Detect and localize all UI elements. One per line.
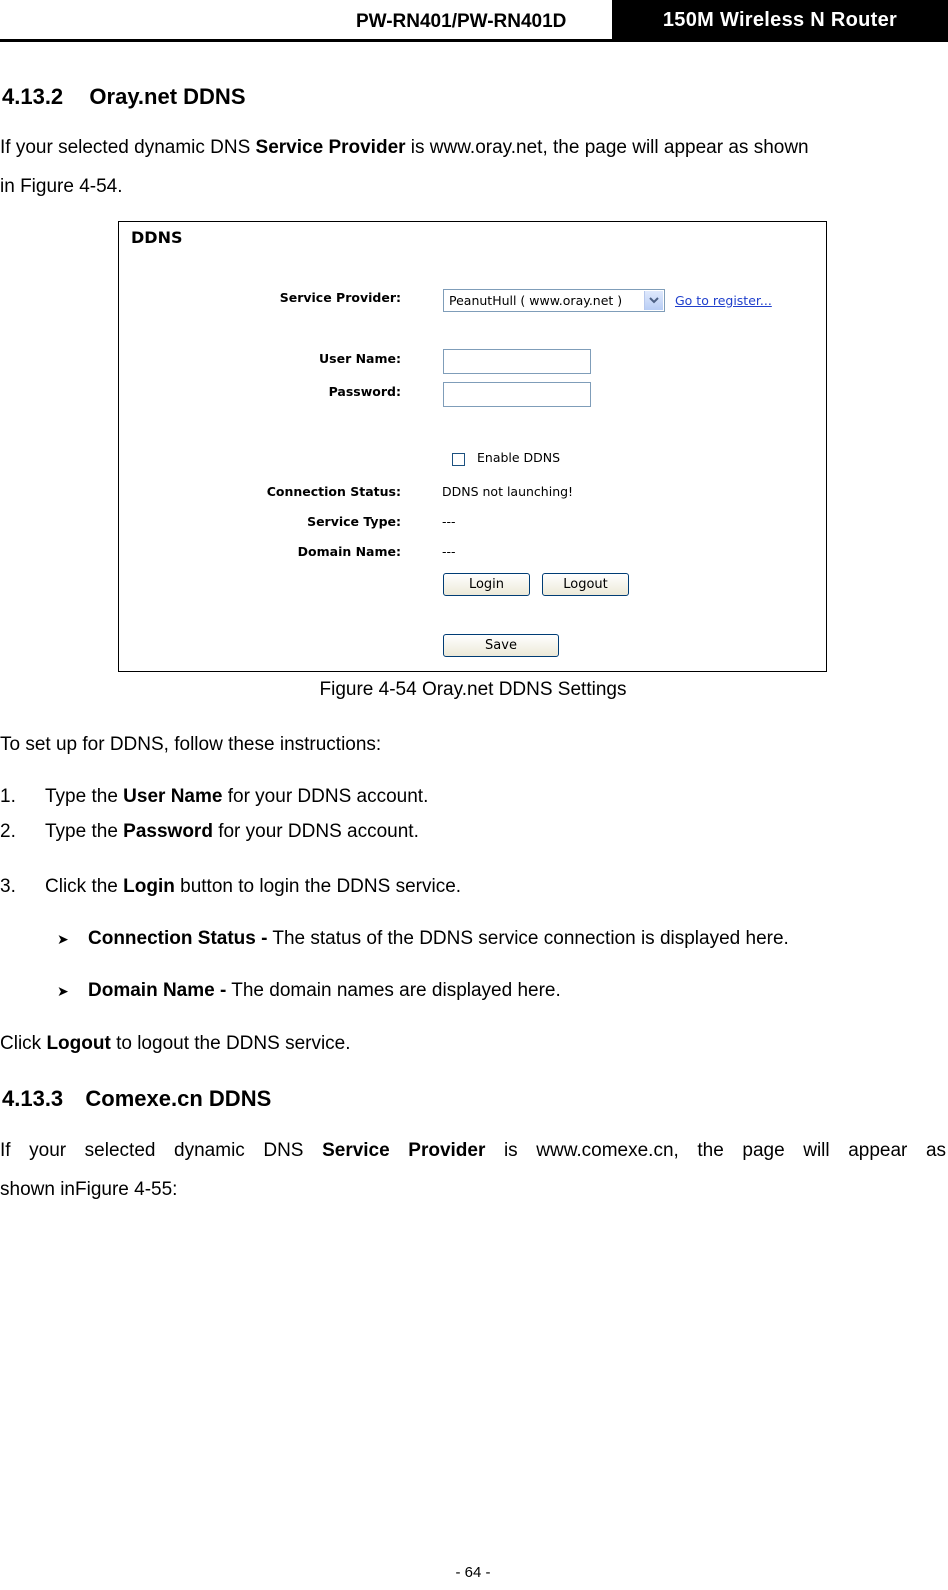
text-span: If your selected dynamic DNS xyxy=(0,1140,323,1161)
user-name-input[interactable] xyxy=(443,349,591,374)
step-item xyxy=(45,821,419,843)
comexe-intro-line1 xyxy=(0,1140,946,1162)
text-span: Click the xyxy=(45,876,124,897)
instructions-intro: To set up for DDNS, follow these instructions: xyxy=(0,734,382,755)
bold-term: Logout xyxy=(46,1033,111,1054)
connection-status-label: Connection Status: xyxy=(266,484,401,499)
text-span: The domain names are displayed here. xyxy=(226,980,561,1001)
header-rule xyxy=(0,39,948,42)
section-heading-oray xyxy=(2,84,246,110)
figure-caption: Figure 4-54 Oray.net DDNS Settings xyxy=(319,679,627,700)
comexe-intro-line2: shown inFigure 4-55: xyxy=(0,1179,178,1200)
header-product-name: 150M Wireless N Router xyxy=(612,0,948,40)
login-button[interactable]: Login xyxy=(443,573,530,596)
step-number: 3. xyxy=(0,876,16,897)
text-span: to logout the DDNS service. xyxy=(110,1033,351,1054)
ddns-panel-title: DDNS xyxy=(131,228,183,247)
page-number: - 64 - xyxy=(455,1564,491,1581)
bold-term: Domain Name - xyxy=(88,980,227,1001)
text-span: Type the xyxy=(45,786,124,807)
arrow-bullet-icon: ➤ xyxy=(57,983,69,999)
bold-term: Password xyxy=(123,821,213,842)
domain-name-label: Domain Name: xyxy=(297,544,401,559)
header-model-name: PW-RN401/PW-RN401D xyxy=(356,11,567,32)
logout-note xyxy=(0,1033,351,1055)
bold-term: Service Provider xyxy=(255,137,406,158)
text-span: If your selected dynamic DNS xyxy=(0,137,256,158)
text-span: Click xyxy=(0,1033,47,1054)
section-number: 4.13.3 xyxy=(2,1086,64,1111)
text-span: for your DDNS account. xyxy=(222,786,429,807)
section-number: 4.13.2 xyxy=(2,84,64,109)
chevron-down-icon[interactable] xyxy=(644,291,663,310)
oray-intro-line2: in Figure 4-54. xyxy=(0,176,123,197)
logout-button[interactable]: Logout xyxy=(542,573,629,596)
section-title: Oray.net DDNS xyxy=(89,84,246,109)
section-title: Comexe.cn DDNS xyxy=(85,1086,272,1111)
page-header xyxy=(0,0,948,42)
text-span: button to login the DDNS service. xyxy=(174,876,462,897)
save-button[interactable]: Save xyxy=(443,634,559,657)
go-to-register-link[interactable]: Go to register... xyxy=(675,293,772,308)
bold-term: Connection Status - xyxy=(88,928,268,949)
bullet-item xyxy=(88,980,561,1002)
bold-term: User Name xyxy=(123,786,223,807)
connection-status-value: DDNS not launching! xyxy=(442,484,574,499)
step-item xyxy=(45,786,428,808)
service-provider-label: Service Provider: xyxy=(279,290,401,305)
enable-ddns-checkbox[interactable] xyxy=(452,453,465,466)
arrow-bullet-icon: ➤ xyxy=(57,931,69,947)
oray-intro-line1 xyxy=(0,137,809,159)
password-label: Password: xyxy=(328,384,401,399)
enable-ddns-label: Enable DDNS xyxy=(477,450,561,465)
step-item xyxy=(45,876,461,898)
text-span: for your DDNS account. xyxy=(212,821,419,842)
domain-name-value: --- xyxy=(442,544,456,559)
step-number: 2. xyxy=(0,821,16,842)
bullet-item xyxy=(88,928,789,950)
ddns-settings-figure xyxy=(118,221,827,672)
service-provider-select[interactable] xyxy=(443,289,665,312)
service-provider-value: PeanutHull ( www.oray.net ) xyxy=(449,293,623,308)
service-type-label: Service Type: xyxy=(307,514,401,529)
bold-term: Login xyxy=(123,876,175,897)
bold-term: Service Provider xyxy=(322,1140,486,1161)
text-span: Type the xyxy=(45,821,124,842)
text-span: The status of the DDNS service connection is displayed here. xyxy=(267,928,789,949)
password-input[interactable] xyxy=(443,382,591,407)
section-heading-comexe xyxy=(2,1086,271,1112)
text-span: is www.comexe.cn, the page will appear as xyxy=(485,1140,947,1161)
service-type-value: --- xyxy=(442,514,456,529)
step-number: 1. xyxy=(0,786,16,807)
text-span: is www.oray.net, the page will appear as shown xyxy=(405,137,809,158)
user-name-label: User Name: xyxy=(319,351,401,366)
